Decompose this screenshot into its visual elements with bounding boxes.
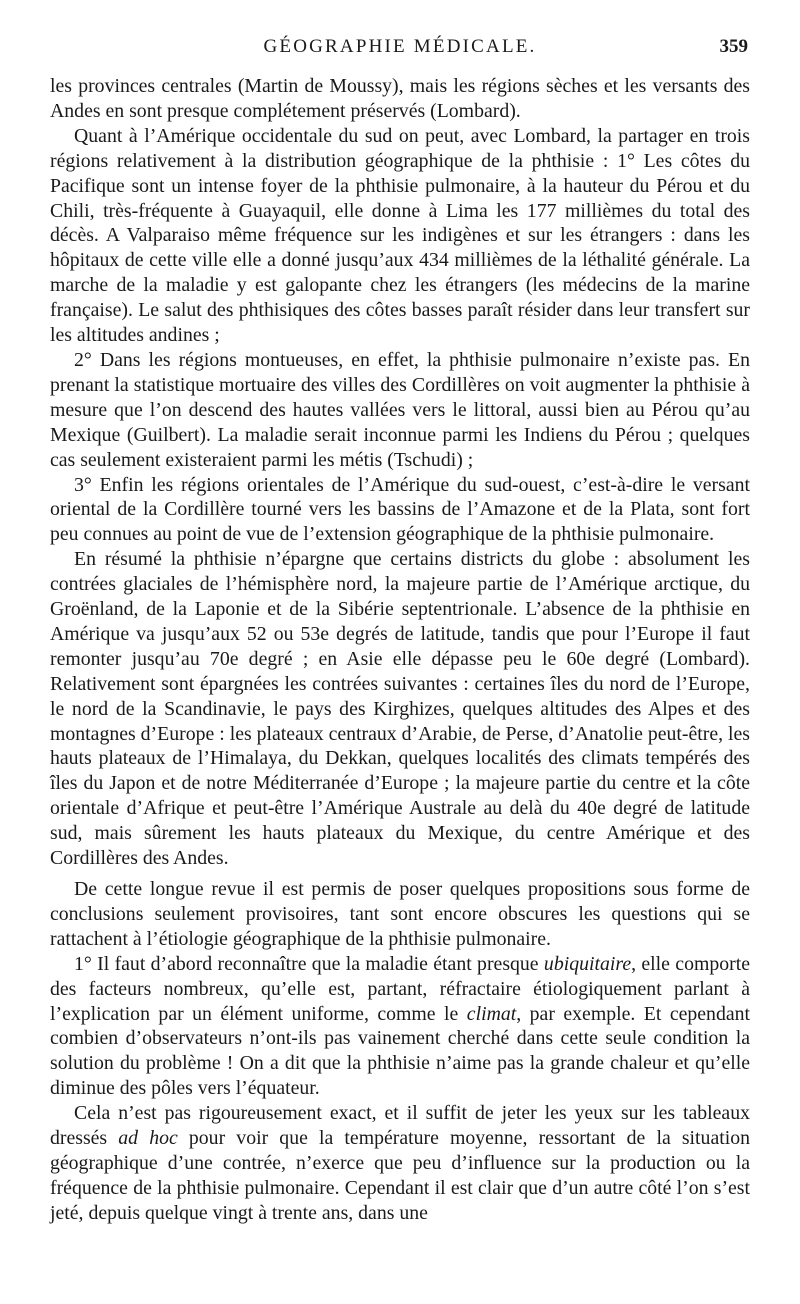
body-text — [50, 74, 750, 1226]
paragraph-7-part-2: , elle comporte des facteurs nombreux, qu’elle est, partant, réfractaire étiologiquement parlant à l’explication par un élément uniforme, comme le — [50, 952, 750, 1025]
paragraph-7 — [50, 952, 750, 1101]
paragraph-6: De cette longue revue il est permis de poser quelques propositions sous forme de conclusions seulement provisoires, tant sont encore obscures les questions qui se rattachent à l’étiologie géographique de la phthisie pulmonaire. — [50, 878, 750, 950]
paragraph-7-italic-2: climat — [466, 1002, 517, 1025]
paragraph-8 — [50, 1101, 750, 1226]
paragraph-7-part-1: 1° Il faut d’abord reconnaître que la maladie étant presque — [74, 952, 544, 975]
paragraph-7-part-3: , par exemple. Et cependant combien d’observateurs n’ont-ils pas vainement cherché dans cette seule condition la solution du problème ! On a dit que la phthisie n’aime pas la grande chaleur et qu’elle diminue des pôles vers l’équateur. — [50, 1002, 750, 1100]
paragraph-4: 3° Enfin les régions orientales de l’Amérique du sud-ouest, c’est-à-dire le versant oriental de la Cordillère tourné vers les bassins de l’Amazone et de la Plata, sont fort peu connues au point de vue de l’extension géographique de la phthisie pulmonaire. — [50, 473, 750, 546]
paragraph-2: Quant à l’Amérique occidentale du sud on peut, avec Lombard, la partager en trois régions relativement à la distribution géographique de la phthisie : 1° Les côtes du Pacifique sont un intense foyer de la phthisie pulmonaire, à la hauteur du Pérou et du Chili, très-fréquente à Guayaquil, elle donne à Lima les 177 millièmes du total des décès. A Valparaiso même fréquence sur les indigènes et sur les étrangers : dans les hôpitaux de cette ville elle a donné jusqu’aux 434 millièmes de la léthalité générale. La marche de la maladie y est galopante chez les étrangers (les médecins de la marine française). Le salut des phthisiques des côtes basses paraît résider dans leur transfert sur les altitudes andines ; — [50, 124, 750, 347]
page-number: 359 — [719, 36, 748, 57]
paragraph-5: En résumé la phthisie n’épargne que certains districts du globe : absolument les contrées glaciales de l’hémisphère nord, la majeure partie de l’Amérique arctique, du Groënland, de la Laponie et de la Sibérie septentrionale. L’absence de la phthisie en Amérique va jusqu’aux 52 ou 53e degrés de latitude, tandis que pour l’Europe il faut remonter jusqu’au 70e degré ; en Asie elle dépasse peu le 60e degré (Lombard). Relativement sont épargnées les contrées suivantes : certaines îles du nord de l’Europe, le nord de la Scandinavie, le pays des Kirghizes, quelques altitudes des Alpes et des montagnes d’Europe : les plateaux centraux d’Arabie, de Perse, d’Anatolie peut-être, les hauts plateaux de l’Himalaya, du Dekkan, quelques localités des climats tempérés des îles du Japon et de notre Méditerranée d’Europe ; la majeure partie du centre et la côte orientale d’Afrique et peut-être l’Amérique Australe au delà du 40e degré de latitude sud, mais sûrement les hauts plateaux du Mexique, du centre Amérique et des Cordillères des Andes. — [50, 548, 750, 870]
page-header — [50, 30, 750, 70]
paragraph-3: 2° Dans les régions montueuses, en effet, la phthisie pulmonaire n’existe pas. En prenant la statistique mortuaire des villes des Cordillères on voit augmenter la phthisie à mesure que l’on descend des hautes vallées vers le littoral, aussi bien au Pérou qu’au Mexique (Guilbert). La maladie serait inconnue parmi les Indiens du Pérou ; quelques cas seulement existeraient parmi les métis (Tschudi) ; — [50, 348, 750, 471]
paragraph-8-italic-1: ad hoc — [118, 1127, 178, 1150]
paragraph-1: les provinces centrales (Martin de Moussy), mais les régions sèches et les versants des Andes en sont presque complétement préservés (Lombard). — [50, 75, 750, 122]
paragraph-8-part-1: Cela n’est pas rigoureusement exact, et il suffit de jeter les yeux sur les tableaux dressés — [50, 1102, 750, 1150]
paragraph-8-part-2: pour voir que la température moyenne, ressortant de la situation géographique d’une contrée, n’exerce que peu d’influence sur la production ou la fréquence de la phthisie pulmonaire. Cependant il est clair que d’un autre côté l’on s’est jeté, depuis quelque vingt à trente ans, dans une — [50, 1127, 750, 1224]
running-title: GÉOGRAPHIE MÉDICALE. — [263, 36, 537, 57]
paragraph-7-italic-1: ubiquitaire — [543, 952, 632, 975]
book-page — [50, 30, 750, 1226]
